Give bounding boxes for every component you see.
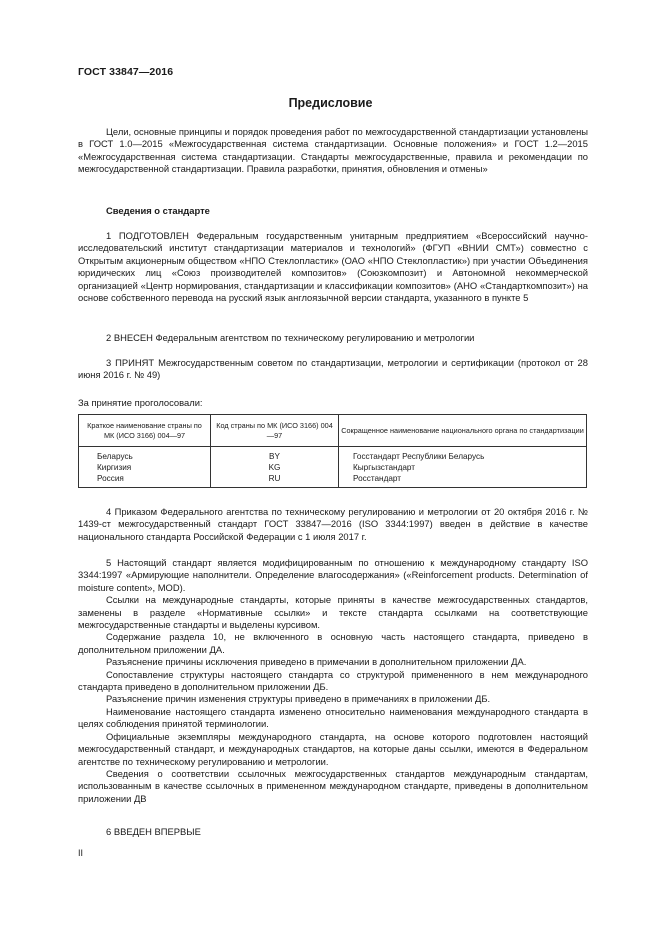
intro-paragraph (78, 126, 588, 176)
item-6 (78, 826, 588, 838)
table-header-cell: Сокращенное наименование национального органа по стандартизации (339, 415, 587, 447)
section-title: Сведения о стандарте (106, 205, 210, 216)
national-body: Росстандарт (339, 473, 587, 488)
item-2-text: 2 ВНЕСЕН Федеральным агентством по техническому регулированию и метрологии (106, 332, 475, 343)
country-code: BY (211, 447, 339, 463)
table-header-cell: Краткое наименование страны по МК (ИСО 3166) 004—97 (79, 415, 211, 447)
national-body: Кыргызстандарт (339, 462, 587, 473)
table-header-cell: Код страны по МК (ИСО 3166) 004—97 (211, 415, 339, 447)
item-5-paragraph: Разъяснение причин изменения структуры приведено в примечаниях в приложении ДБ. (106, 693, 491, 705)
item-5-paragraph: Сопоставление структуры настоящего стандарта со структурой примененного в нем международного стандарта приведено в дополнительном приложении ДБ. (78, 668, 588, 693)
country-name: Россия (79, 473, 211, 488)
page-number: II (78, 848, 84, 858)
item-4 (78, 506, 588, 543)
vote-label: За принятие проголосовали: (78, 397, 203, 408)
item-6-text: 6 ВВЕДЕН ВПЕРВЫЕ (106, 826, 201, 837)
item-5-paragraph: Разъяснение причины исключения приведено в примечании в дополнительном приложении ДА. (106, 656, 527, 668)
item-5-paragraph: Содержание раздела 10, не включенного в основную часть настоящего стандарта, приведено в дополнительном приложении ДА. (78, 631, 588, 655)
item-1-text: 1 ПОДГОТОВЛЕН Федеральным государственным унитарным предприятием «Всероссийский научно-исследовательский институт стандартизации материалов и технологий» (ФГУП «ВНИИ СМТ») совместно с Открытым акционерным обществом «НПО Стеклопластик» (ОАО «НПО Стеклопластик») при участии Объединения юридических лиц «Союз производителей композитов» (Союзкомпозит) и Автономной некоммерческой организацией «Центр нормирования, стандартизации и классификации композитов» (АНО «Стандарткомпозит») на основе собственного перевода на русский язык англоязычной версии стандарта, указанного в пункте 5 (78, 230, 588, 304)
item-5-paragraph: 5 Настоящий стандарт является модифицированным по отношению к международному стандарту ISO 3344:1997 «Армирующие наполнители. Определение влагосодержания» («Reinforcement products. Determination of moisture content», MOD). (78, 557, 588, 593)
item-4-text: 4 Приказом Федерального агентства по техническому регулированию и метрологии от 20 октября 2016 г. № 1439-ст межгосударственный стандарт ГОСТ 33847—2016 (ISO 3344:1997) введен в действие в качестве национального стандарта Российской Федерации с 1 июля 2017 г. (78, 506, 588, 542)
country-code: RU (211, 473, 339, 488)
page-title: Предисловие (288, 96, 373, 110)
item-5-paragraph: Наименование настоящего стандарта изменено относительно наименования международного стандарта в целях соблюдения принятой терминологии. (78, 705, 588, 730)
country-name: Киргизия (79, 462, 211, 473)
document-code: ГОСТ 33847—2016 (78, 66, 174, 78)
item-5-paragraph: Сведения о соответствии ссылочных межгосударственных стандартов международным стандартам, использованным в качестве ссылочных в примененном международном стандарте, приведены в дополнительном приложении ДВ (78, 767, 588, 804)
item-5 (78, 557, 588, 805)
country-code: KG (211, 462, 339, 473)
table-header-row (79, 415, 587, 447)
item-5-paragraph: Официальные экземпляры международного стандарта, на основе которого подготовлен настоящий межгосударственный стандарт, и международных стандартов, на которые даны ссылки, имеются в Федеральном агентстве по техническому регулированию и метрологии. (78, 730, 588, 767)
table-row (79, 473, 587, 488)
voting-table (78, 414, 587, 488)
item-3-text: 3 ПРИНЯТ Межгосударственным советом по стандартизации, метрологии и сертификации (протокол от 28 июня 2016 г. № 49) (78, 357, 588, 381)
country-name: Беларусь (79, 447, 211, 463)
national-body: Госстандарт Республики Беларусь (339, 447, 587, 463)
item-2 (78, 332, 588, 344)
item-5-paragraph: Ссылки на международные стандарты, которые приняты в качестве межгосударственных стандартов, заменены в разделе «Нормативные ссылки» и тексте стандарта ссылками на соответствующие межгосударственные стандарты и выделены курсивом. (78, 594, 588, 631)
table-row (79, 447, 587, 463)
table-row (79, 462, 587, 473)
intro-text: Цели, основные принципы и порядок проведения работ по межгосударственной стандартизации установлены в ГОСТ 1.0—2015 «Межгосударственная система стандартизации. Основные положения» и ГОСТ 1.2—2015 «Межгосударственная система стандартизации. Стандарты межгосударственные, правила и рекомендации по межгосударственной стандартизации. Правила разработки, принятия, обновления и отмены» (78, 126, 588, 175)
item-3 (78, 357, 588, 382)
item-1 (78, 230, 588, 304)
